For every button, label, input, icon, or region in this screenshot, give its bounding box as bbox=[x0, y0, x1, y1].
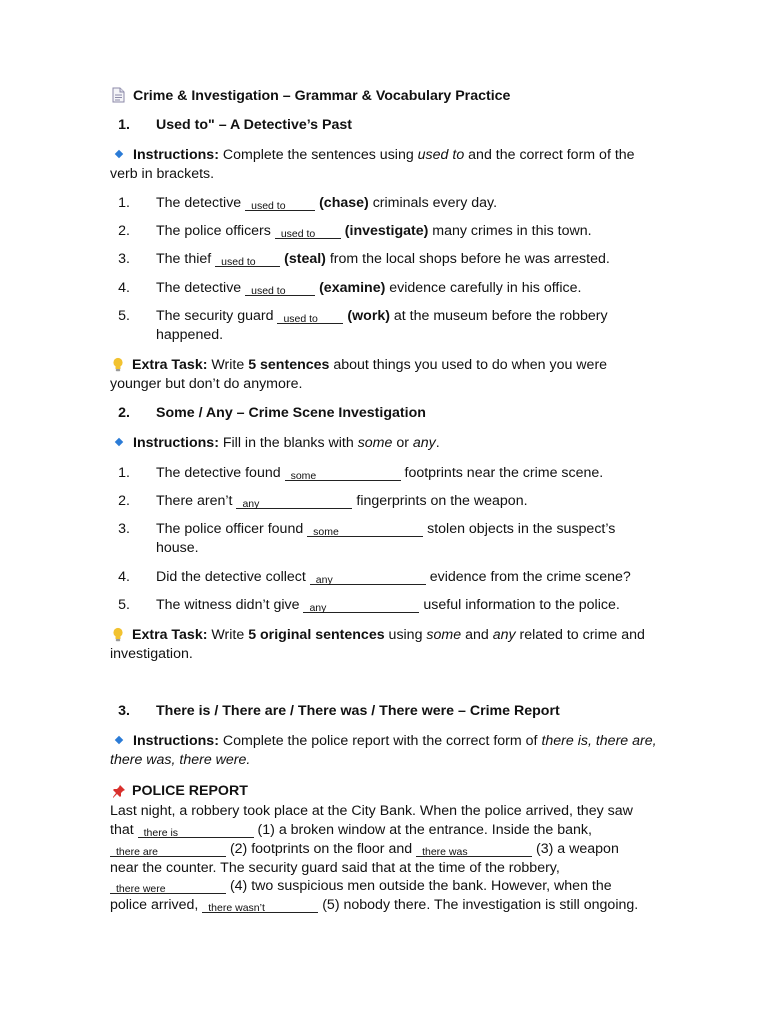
answer-blank[interactable]: used to bbox=[215, 251, 280, 267]
answer-blank[interactable]: any bbox=[303, 597, 419, 613]
answer-blank[interactable]: used to bbox=[277, 308, 343, 324]
answer-blank[interactable]: used to bbox=[275, 223, 341, 239]
answer-blank[interactable]: there were bbox=[110, 878, 226, 894]
report-line: near the counter. The security guard said that at the time of the robbery, bbox=[110, 860, 560, 876]
answer-blank[interactable]: there are bbox=[110, 841, 226, 857]
report-title: POLICE REPORT bbox=[110, 782, 248, 801]
list-item-continuation: happened. bbox=[156, 327, 224, 343]
section-1-instructions: Instructions: Complete the sentences using used to and the correct form of the verb in brackets. bbox=[110, 147, 635, 182]
answer-blank[interactable]: some bbox=[307, 521, 423, 537]
blue-diamond-icon bbox=[115, 736, 123, 744]
lightbulb-icon bbox=[112, 627, 124, 642]
answer-blank[interactable]: used to bbox=[245, 280, 315, 296]
report-line: Last night, a robbery took place at the City Bank. When the police arrived, they saw bbox=[110, 803, 633, 819]
list-item-continuation: house. bbox=[156, 540, 199, 556]
answer-blank[interactable]: used to bbox=[245, 195, 315, 211]
answer-blank[interactable]: there wasn’t bbox=[202, 897, 318, 913]
document-icon bbox=[112, 87, 125, 103]
answer-blank[interactable]: any bbox=[310, 569, 426, 585]
section-1-extra-task: Extra Task: Write 5 sentences about things you used to do when you were younger but don’t do anymore. bbox=[110, 357, 608, 392]
answer-blank[interactable]: any bbox=[236, 493, 352, 509]
report-line: there were (4) two suspicious men outside the bank. However, when the bbox=[110, 877, 612, 896]
document-title: Crime & Investigation – Grammar & Vocabulary Practice bbox=[110, 87, 510, 106]
report-line: there are (2) footprints on the floor and there was (3) a weapon bbox=[110, 840, 619, 859]
answer-blank[interactable]: there was bbox=[416, 841, 532, 857]
pushpin-icon bbox=[112, 784, 126, 798]
answer-blank[interactable]: there is bbox=[138, 822, 254, 838]
blue-diamond-icon bbox=[115, 438, 123, 446]
report-line: police arrived, there wasn’t (5) nobody there. The investigation is still ongoing. bbox=[110, 897, 639, 914]
lightbulb-icon bbox=[112, 357, 124, 372]
blue-diamond-icon bbox=[115, 150, 123, 158]
section-3-instructions: Instructions: Complete the police report with the correct form of there is, there are, there was, there were. bbox=[110, 733, 657, 768]
section-2-instructions: Instructions: Fill in the blanks with some or any. bbox=[110, 434, 440, 453]
report-line: that there is (1) a broken window at the entrance. Inside the bank, bbox=[110, 822, 592, 839]
answer-blank[interactable]: some bbox=[285, 465, 401, 481]
section-2-extra-task: Extra Task: Write 5 original sentences using some and any related to crime and investigation. bbox=[110, 627, 645, 662]
